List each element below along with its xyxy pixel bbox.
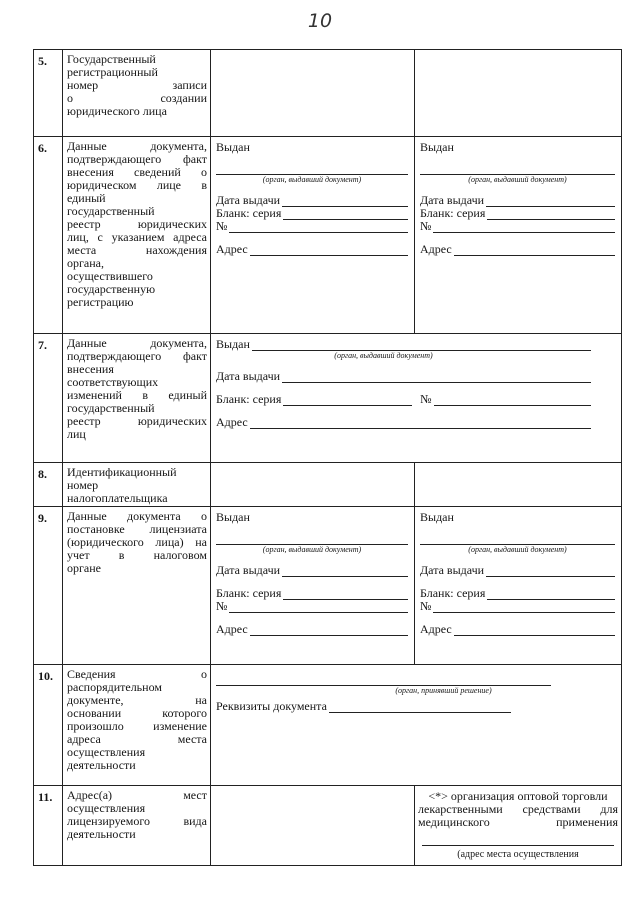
issued-label: Выдан xyxy=(216,337,250,351)
value-cell-1[interactable] xyxy=(211,50,415,137)
address-field[interactable] xyxy=(454,625,615,636)
value-cell-1[interactable] xyxy=(211,786,415,866)
issuer-caption: (орган, выдавший документ) xyxy=(262,545,362,554)
address-field[interactable] xyxy=(454,245,615,256)
address-label: Адрес xyxy=(216,622,248,636)
activity-note: <*> организация оптовой торговли xyxy=(428,789,608,803)
number-field[interactable] xyxy=(433,602,615,613)
number-label: № xyxy=(420,392,432,406)
row-label: Государственный регистрационный номер записи о создании юридического лица xyxy=(63,50,211,137)
issuer-field[interactable] xyxy=(420,164,615,175)
license-data-table xyxy=(33,49,622,866)
form-series-label: Бланк: серия xyxy=(216,586,282,600)
number-label: № xyxy=(216,599,228,613)
issuer-field[interactable] xyxy=(420,534,615,545)
address-label: Адрес xyxy=(420,242,452,256)
issue-date-label: Дата выдачи xyxy=(216,563,281,577)
value-cell-2[interactable] xyxy=(415,50,622,137)
form-series-field[interactable] xyxy=(487,589,615,600)
row-label: Сведения о распорядительном документе, на основании которого произошло изменение адреса места осуществления деятельности xyxy=(63,665,211,786)
value-cell-wide xyxy=(211,665,622,786)
row-label: Данные документа, подтверждающего факт внесения соответствующих изменений в единый государственный реестр юридических лиц xyxy=(63,334,211,463)
issued-label: Выдан xyxy=(420,510,454,524)
value-cell-2 xyxy=(415,137,622,334)
issuer-field[interactable] xyxy=(216,534,408,545)
address-caption: (адрес места осуществления xyxy=(457,849,579,860)
row-9 xyxy=(34,507,622,665)
issue-date-field[interactable] xyxy=(282,566,408,577)
number-label: № xyxy=(420,219,432,233)
issue-date-label: Дата выдачи xyxy=(216,193,281,207)
form-series-label: Бланк: серия xyxy=(216,206,282,220)
issue-date-label: Дата выдачи xyxy=(216,369,281,383)
row-5 xyxy=(34,50,622,137)
issuer-field[interactable] xyxy=(252,340,591,351)
doc-details-field[interactable] xyxy=(329,702,511,713)
issuer-caption: (орган, выдавший документ) xyxy=(334,351,433,360)
activity-address-field[interactable] xyxy=(422,835,614,846)
issuer-caption: (орган, выдавший документ) xyxy=(468,545,567,554)
address-field[interactable] xyxy=(250,625,408,636)
row-6 xyxy=(34,137,622,334)
row-number: 7. xyxy=(34,334,63,463)
issued-label: Выдан xyxy=(420,140,454,154)
form-series-field[interactable] xyxy=(487,209,615,220)
issuer-field[interactable] xyxy=(216,164,408,175)
issue-date-label: Дата выдачи xyxy=(420,563,485,577)
issuer-caption: (орган, выдавший документ) xyxy=(262,175,362,184)
row-label: Данные документа, подтверждающего факт внесения сведений о юридическом лице в единый государственный реестр юридических лиц, с указанием адреса места нахождения органа, осуществившего государственную регистрацию xyxy=(63,137,211,334)
decision-authority-field[interactable] xyxy=(216,675,551,686)
value-cell-1[interactable] xyxy=(211,463,415,507)
row-number: 10. xyxy=(34,665,63,786)
number-label: № xyxy=(420,599,432,613)
issued-label: Выдан xyxy=(216,510,250,524)
row-8 xyxy=(34,463,622,507)
issue-date-field[interactable] xyxy=(486,566,615,577)
row-label: Адрес(а) мест осуществления лицензируемого вида деятельности xyxy=(63,786,211,866)
address-field[interactable] xyxy=(250,245,408,256)
issuer-caption: (орган, выдавший документ) xyxy=(468,175,567,184)
address-field[interactable] xyxy=(250,418,591,429)
row-number: 5. xyxy=(34,50,63,137)
address-label: Адрес xyxy=(420,622,452,636)
issue-date-field[interactable] xyxy=(282,372,591,383)
value-cell-2 xyxy=(415,507,622,665)
value-cell-1 xyxy=(211,137,415,334)
doc-details-label: Реквизиты документа xyxy=(216,699,327,713)
form-series-label: Бланк: серия xyxy=(420,586,486,600)
value-cell-1 xyxy=(211,507,415,665)
issue-date-field[interactable] xyxy=(486,196,615,207)
number-field[interactable] xyxy=(229,602,408,613)
number-field[interactable] xyxy=(434,395,591,406)
number-field[interactable] xyxy=(433,222,615,233)
number-label: № xyxy=(216,219,228,233)
row-label: Данные документа о постановке лицензиата (юридического лица) на учет в налоговом органе xyxy=(63,507,211,665)
decision-caption: (орган, принявший решение) xyxy=(395,686,492,695)
form-series-label: Бланк: серия xyxy=(420,206,486,220)
row-label: Идентификационный номер налогоплательщика xyxy=(63,463,211,507)
row-number: 6. xyxy=(34,137,63,334)
value-cell-2: <*> организация оптовой торговли лекарственными средствами для медицинского применения (адрес места осуществления xyxy=(415,786,622,866)
address-label: Адрес xyxy=(216,415,248,429)
row-7 xyxy=(34,334,622,463)
form-series-field[interactable] xyxy=(283,209,408,220)
address-label: Адрес xyxy=(216,242,248,256)
number-field[interactable] xyxy=(229,222,408,233)
value-cell-wide xyxy=(211,334,622,463)
row-number: 8. xyxy=(34,463,63,507)
page-number: 10 xyxy=(307,10,333,32)
form-series-field[interactable] xyxy=(283,589,408,600)
issue-date-field[interactable] xyxy=(282,196,408,207)
issued-label: Выдан xyxy=(216,140,250,154)
form-series-field[interactable] xyxy=(283,395,412,406)
value-cell-2[interactable] xyxy=(415,463,622,507)
row-number: 9. xyxy=(34,507,63,665)
issue-date-label: Дата выдачи xyxy=(420,193,485,207)
form-series-label: Бланк: серия xyxy=(216,392,282,406)
row-10 xyxy=(34,665,622,786)
row-number: 11. xyxy=(34,786,63,866)
row-11 xyxy=(34,786,622,866)
